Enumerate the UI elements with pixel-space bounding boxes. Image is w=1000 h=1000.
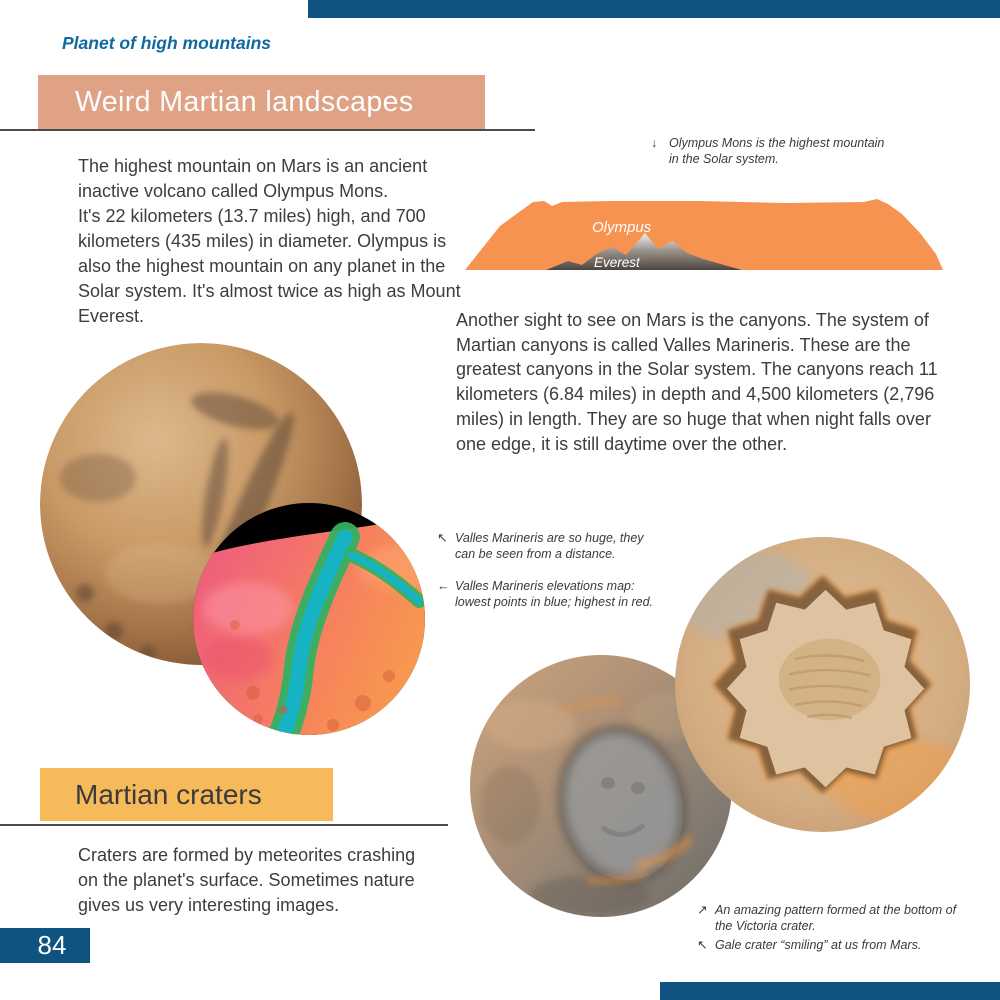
caption-olympus-mons [651,136,889,167]
up-left-arrow-icon: ↖ [437,531,448,545]
up-left-arrow-icon: ↖ [697,938,708,952]
section-kicker: Planet of high mountains [62,33,272,53]
page-number: 84 [37,930,67,960]
caption-gale-crater [697,938,959,954]
heading-rule [0,129,535,131]
canyons-paragraph: Another sight to see on Mars is the canyons. The system of Martian canyons is called Valles Marineris. These are the greatest canyons in the Solar system. The canyons reach 11 kilometers (6.84 miles) in depth and 4,500 kilometers (2,796 miles) in length. They are so huge that when night falls over one edge, it is still daytime over the other. [456,310,938,454]
craters-paragraph: Craters are formed by meteorites crashing on the planet's surface. Sometimes nature gives us very interesting images. [78,845,416,915]
caption-text: Olympus Mons is the highest mountain in the Solar system. [669,136,885,166]
heading-rule [0,824,448,826]
caption-victoria-crater [697,903,959,934]
heading-martian-craters [40,768,333,821]
everest-label: Everest [594,255,640,270]
valles-map-art [193,503,425,735]
bottom-accent-bar [660,982,1000,1000]
valles-marineris-elevation-map-photo [193,503,425,735]
caption-valles-map [437,579,665,610]
olympus-paragraph-line1: The highest mountain on Mars is an ancient inactive volcano called Olympus Mons. [78,156,428,201]
dune-field [779,639,881,720]
olympus-paragraph-line2: It's 22 kilometers (13.7 miles) high, and 700 kilometers (435 miles) in diameter. Olympus is also the highest mountain on any planet in the Solar system. It's almost twice as high as Mount Everest. [78,206,461,326]
left-arrow-icon: ← [437,579,450,593]
heading-label: Martian craters [75,778,262,810]
top-accent-bar [308,0,1000,18]
victoria-crater-art [675,537,970,832]
up-right-arrow-icon: ↗ [697,903,708,917]
down-arrow-icon: ↓ [651,136,658,150]
olympus-label: Olympus [592,219,652,236]
heading-label: Weird Martian landscapes [75,86,414,118]
elevation-diagram-svg [440,190,960,278]
page-number-badge [0,928,90,963]
caption-valles-photo [437,531,652,562]
caption-text: Gale crater “smiling” at us from Mars. [715,938,922,952]
olympus-everest-diagram [440,190,960,278]
victoria-crater-photo [675,537,970,832]
caption-text: Valles Marineris elevations map: lowest points in blue; highest in red. [455,579,654,609]
caption-text: An amazing pattern formed at the bottom of the Victoria crater. [715,903,957,933]
olympus-paragraph [78,154,470,329]
caption-text: Valles Marineris are so huge, they can be seen from a distance. [455,531,644,561]
heading-weird-martian-landscapes [38,75,485,130]
